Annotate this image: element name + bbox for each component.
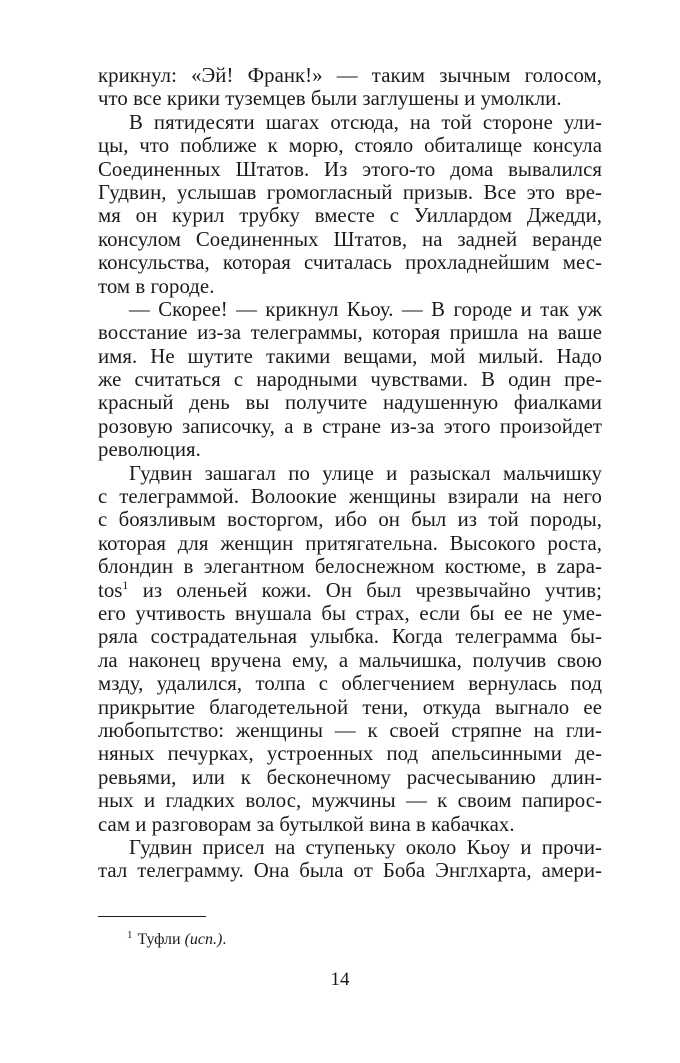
text-line: ных и гладких волос, мужчины — к своим папирос-: [98, 789, 602, 813]
text-line: с телеграммой. Волоокие женщины взирали на него: [98, 485, 602, 509]
text-line: его учтивость внушала бы страх, если бы ее не уме-: [98, 601, 602, 625]
text-line: прикрытие благодетельной тени, откуда выгнало ее: [98, 695, 602, 719]
text-line: имя. Не шутите такими вещами, мой милый. Надо: [98, 344, 602, 368]
text-line: ряла сострадательная улыбка. Когда телеграмма бы-: [98, 625, 602, 649]
text-line: восстание из-за телеграммы, которая пришла на ваше: [98, 321, 602, 345]
text-line: Гудвин присел на ступеньку около Кьоу и прочи-: [129, 835, 602, 859]
text-line: розовую записочку, а в стране из-за этого произойдет: [98, 414, 602, 438]
text-line: том в городе.: [98, 274, 215, 298]
text-line: красный день вы получите надушенную фиалками: [98, 391, 602, 415]
footnote-language-note: (исп.): [184, 931, 223, 948]
body-text: [98, 64, 602, 883]
text-line: — Скорее! — крикнул Кьоу. — В городе и так уж: [129, 297, 602, 321]
text-fragment: из оленьей кожи. Он был чрезвычайно учтив;: [128, 578, 602, 602]
text-line: В пятидесяти шагах отсюда, на той стороне ули-: [129, 110, 602, 134]
text-line: Гудвин, услышав громогласный призыв. Все это вре-: [98, 180, 602, 204]
footnote-end: .: [222, 931, 227, 948]
text-line: Гудвин зашагал по улице и разыскал мальчишку: [129, 461, 602, 485]
text-line: няных печурках, устроенных под апельсинными де-: [98, 742, 602, 766]
text-line: любопытство: женщины — к своей стряпне на гли-: [98, 718, 602, 742]
footnote-separator: [98, 916, 206, 917]
text-line: Соединенных Штатов. Из этого-то дома вывалился: [98, 157, 602, 181]
text-line: сам и разговорам за бутылкой вина в кабачках.: [98, 812, 515, 836]
text-line: же считаться с народными чувствами. В один пре-: [98, 368, 602, 392]
footnote-text: Туфли: [137, 931, 185, 948]
text-line: консулом Соединенных Штатов, на задней веранде: [98, 227, 602, 251]
footnote-reference: 1: [122, 577, 129, 592]
text-line: консульства, которая считалась прохладнейшим мес-: [98, 251, 602, 275]
text-line: блондин в элегантном белоснежном костюме, в zapa-: [98, 555, 602, 579]
text-line-with-footnote-ref: [98, 579, 602, 602]
text-line: крикнул: «Эй! Франк!» — таким зычным голосом,: [98, 64, 602, 87]
text-line: цы, что поближе к морю, стояло обиталище консула: [98, 134, 602, 158]
text-line: что все крики туземцев были заглушены и умолкли.: [98, 87, 562, 111]
text-line: революция.: [98, 438, 201, 462]
text-line: мзду, удалился, толпа с облегчением вернулась под: [98, 672, 602, 696]
footnote: [127, 930, 226, 950]
text-line: ревьями, или к бесконечному расчесыванию длин-: [98, 765, 602, 789]
text-line: тал телеграмму. Она была от Боба Энглхарта, амери-: [98, 859, 602, 883]
footnote-mark: 1: [127, 929, 133, 941]
page-number: 14: [330, 969, 350, 990]
text-line: с боязливым восторгом, ибо он был из той породы,: [98, 508, 602, 532]
text-fragment: tos: [98, 578, 123, 602]
text-line: мя он курил трубку вместе с Уиллардом Джедди,: [98, 204, 602, 228]
text-line: которая для женщин притягательна. Высокого роста,: [98, 531, 602, 555]
text-line: ла наконец вручена ему, а мальчишка, получив свою: [98, 648, 602, 672]
